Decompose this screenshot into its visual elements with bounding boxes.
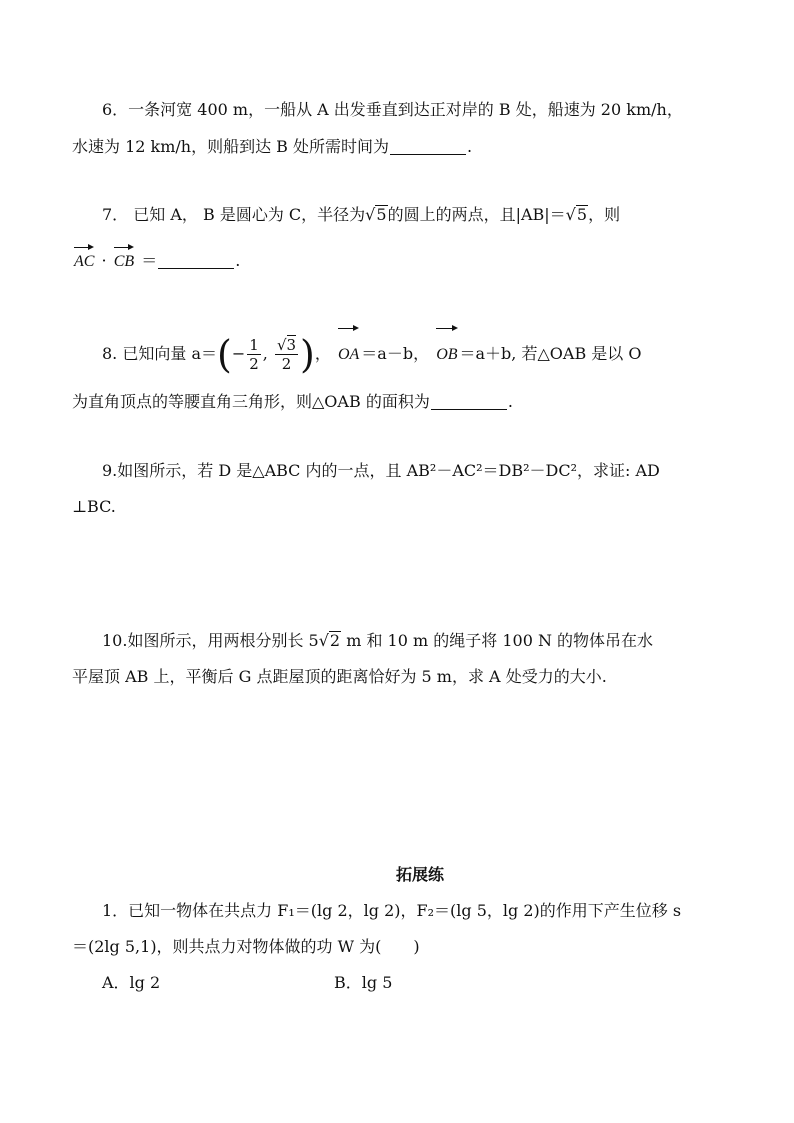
- q7-text-a: 7． 已知 A， B 是圆心为 C，半径为: [102, 205, 366, 224]
- q10-line2: 平屋顶 AB 上，平衡后 G 点距屋顶的距离恰好为 5 m，求 A 处受力的大小.: [72, 667, 607, 686]
- radicand: 5: [376, 205, 387, 224]
- q6-line2: [72, 136, 472, 158]
- vector-oa: OA: [338, 326, 359, 378]
- q7-text-c: ，则: [588, 205, 621, 224]
- q10-text-b: m 和 10 m 的绳子将 100 N 的物体吊在水: [341, 631, 654, 650]
- q7-line1: [102, 204, 620, 226]
- vector-ob: OB: [436, 326, 457, 378]
- q8-text-prefix: 8. 已知向量 a＝: [102, 344, 217, 363]
- q8-period: .: [507, 392, 513, 411]
- q8-line2: [72, 391, 513, 413]
- left-paren: (: [216, 332, 232, 377]
- q8-text-mid2: ＝a＋b, 若△OAB 是以 O: [459, 344, 642, 363]
- answer-blank: [158, 252, 234, 269]
- answer-blank: [390, 138, 466, 155]
- q8-text-line2: 为直角顶点的等腰直角三角形，则△OAB 的面积为: [72, 392, 430, 411]
- q7-text-b: 的圆上的两点，且|AB|＝: [387, 205, 566, 224]
- q6-line1: 6．一条河宽 400 m，一船从 A 出发垂直到达正对岸的 B 处，船速为 20 km/h，: [102, 100, 683, 119]
- section-title: 拓展练: [395, 865, 444, 884]
- q9-line1: 9.如图所示，若 D 是△ABC 内的一点，且 AB²－AC²＝DB²－DC²，求证: AD: [102, 461, 660, 480]
- q10-text-a: 10.如图所示，用两根分别长 5: [102, 631, 319, 650]
- q8-line1: 8. 已知向量 a＝(− $\frac{1}{2}$ , $\frac{√3}{2}$ )， OA ＝a－b， OB ＝a＋b, 若△OAB 是以 O: [102, 326, 642, 378]
- q9-line2: ⊥BC.: [72, 497, 116, 516]
- radicand: 2: [329, 631, 341, 650]
- equals-sign: ＝: [141, 251, 158, 270]
- answer-blank: [431, 393, 507, 410]
- q10-line1: [102, 630, 653, 652]
- sqrt-symbol: √2: [318, 631, 341, 650]
- q7-line2: [72, 245, 240, 273]
- ext1-line2: ＝(2lg 5,1)，则共点力对物体做的功 W 为( ): [72, 937, 420, 956]
- ext1-option-b: B．lg 5: [334, 973, 393, 992]
- fraction-sqrt3-half: $\frac{√3}{2}$: [276, 336, 297, 373]
- vector-cb: CB: [114, 245, 134, 273]
- sqrt-symbol: √5: [365, 205, 387, 224]
- q6-period: .: [467, 137, 473, 156]
- q8-text-mid1: ＝a－b，: [361, 344, 430, 363]
- q6-text: 水速为 12 km/h，则船到达 B 处所需时间为: [72, 137, 390, 156]
- sqrt-symbol: √5: [565, 205, 588, 224]
- radicand: 5: [576, 205, 588, 224]
- vector-ac: AC: [74, 245, 94, 273]
- right-paren: ): [300, 332, 315, 377]
- ext1-option-a: A．lg 2: [102, 973, 161, 992]
- dot-operator: ·: [101, 251, 107, 270]
- fraction-half: $\frac{1}{2}$: [249, 336, 259, 373]
- ext1-line1: 1．已知一物体在共点力 F₁＝(lg 2，lg 2)，F₂＝(lg 5，lg 2)的作用下产生位移 s: [102, 901, 682, 920]
- q7-period: .: [235, 251, 241, 270]
